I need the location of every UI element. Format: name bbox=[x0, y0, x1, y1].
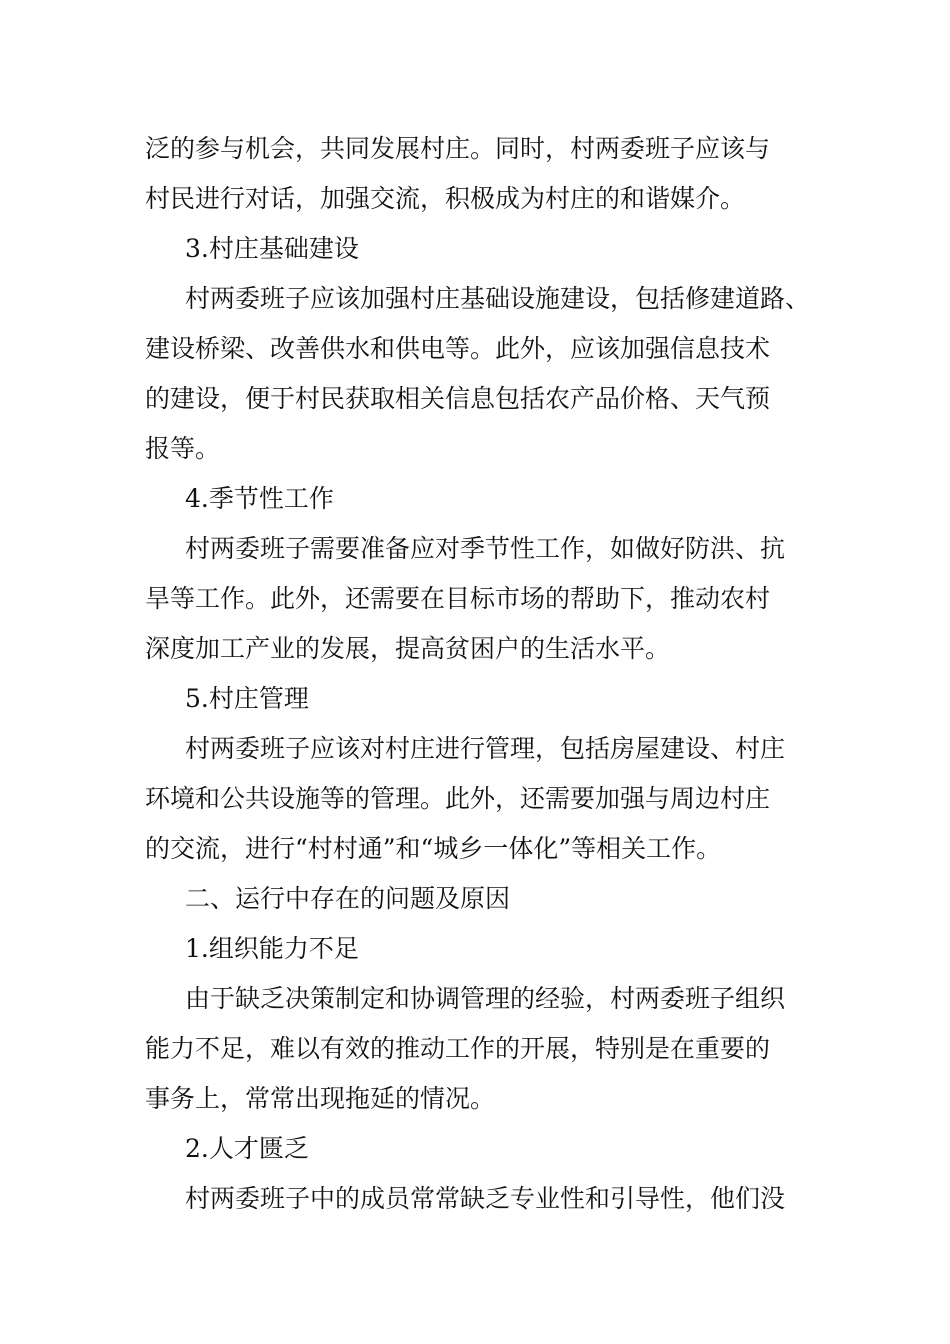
section-heading: 5.村庄管理 bbox=[185, 684, 309, 713]
paragraph-line: 深度加工产业的发展，提高贫困户的生活水平。 bbox=[145, 634, 671, 663]
paragraph-line: 泛的参与机会，共同发展村庄。同时，村两委班子应该与 bbox=[145, 134, 771, 163]
paragraph-line: 能力不足，难以有效的推动工作的开展，特别是在重要的 bbox=[145, 1034, 771, 1063]
section-heading: 3.村庄基础建设 bbox=[185, 234, 359, 263]
paragraph-line: 的建设，便于村民获取相关信息包括农产品价格、天气预 bbox=[145, 384, 771, 413]
paragraph-line: 报等。 bbox=[145, 434, 221, 463]
paragraph-line: 村两委班子需要准备应对季节性工作，如做好防洪、抗 bbox=[185, 534, 786, 563]
paragraph-line: 村民进行对话，加强交流，积极成为村庄的和谐媒介。 bbox=[145, 184, 746, 213]
paragraph-line: 由于缺乏决策制定和协调管理的经验，村两委班子组织 bbox=[185, 984, 786, 1013]
paragraph-line: 事务上，常常出现拖延的情况。 bbox=[145, 1084, 496, 1113]
section-heading: 1.组织能力不足 bbox=[185, 934, 359, 963]
section-heading: 2.人才匮乏 bbox=[185, 1134, 309, 1163]
paragraph-line: 环境和公共设施等的管理。此外，还需要加强与周边村庄 bbox=[145, 784, 771, 813]
paragraph-line: 旱等工作。此外，还需要在目标市场的帮助下，推动农村 bbox=[145, 584, 771, 613]
section-heading: 4.季节性工作 bbox=[185, 484, 334, 513]
paragraph-line: 村两委班子中的成员常常缺乏专业性和引导性，他们没 bbox=[185, 1184, 786, 1213]
paragraph-line: 的交流，进行“村村通”和“城乡一体化”等相关工作。 bbox=[145, 834, 722, 863]
chapter-heading: 二、运行中存在的问题及原因 bbox=[185, 884, 511, 913]
paragraph-line: 村两委班子应该加强村庄基础设施建设，包括修建道路、 bbox=[185, 284, 811, 313]
paragraph-line: 村两委班子应该对村庄进行管理，包括房屋建设、村庄 bbox=[185, 734, 786, 763]
paragraph-line: 建设桥梁、改善供水和供电等。此外，应该加强信息技术 bbox=[145, 334, 771, 363]
